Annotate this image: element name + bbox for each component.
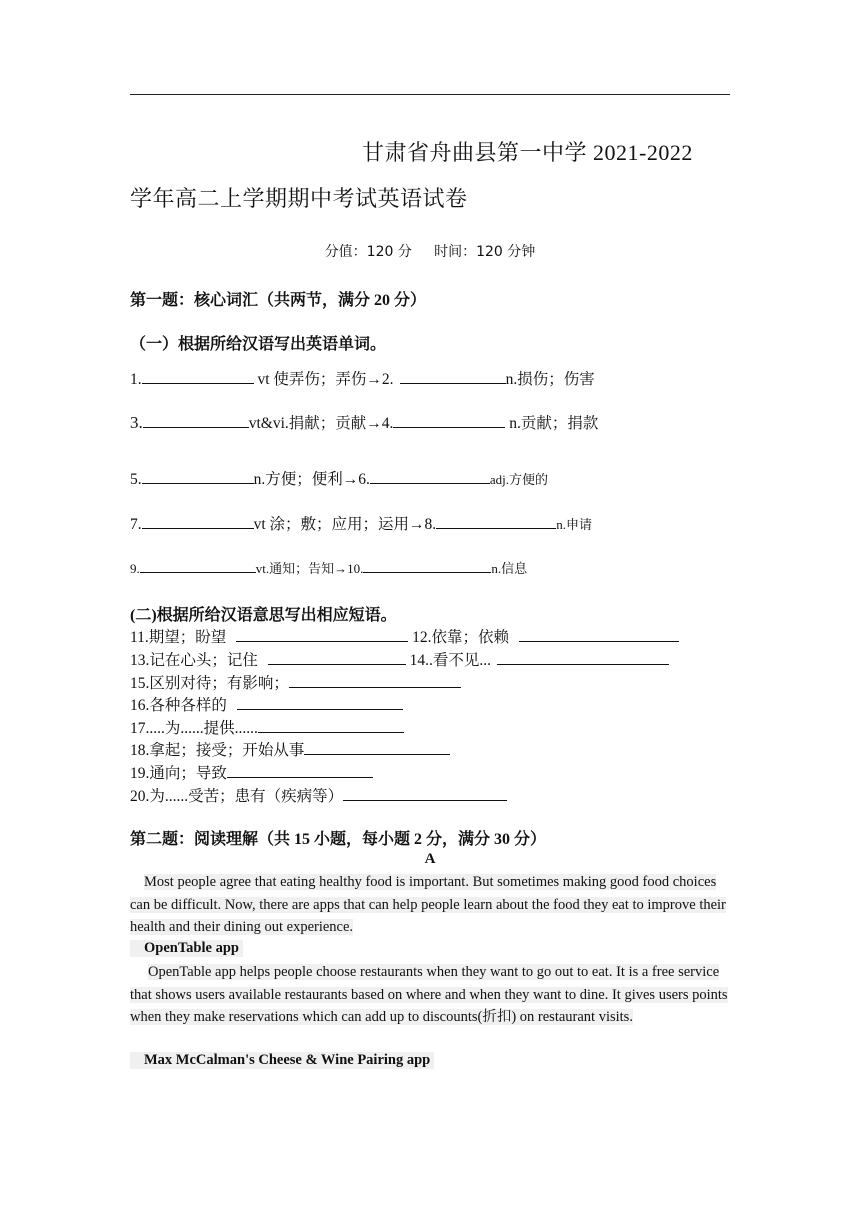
section1-heading: （一）根据所给汉语写出英语单词。: [130, 336, 387, 353]
phrase-line-16: [130, 693, 403, 715]
answer-blank[interactable]: [227, 763, 373, 778]
vocab-number: 9.: [130, 561, 140, 576]
vocab-definition: vt 涂；敷；应用；运用→8.: [253, 516, 437, 533]
vocab-definition: n.方便；便利→6.: [253, 471, 370, 488]
vocab-definition: vt.通知；告知→10.: [255, 561, 364, 576]
phrase-line-19: [130, 761, 373, 783]
passage-intro-text: Most people agree that eating healthy food is important. But sometimes making good food choices can be difficult. Now, there are apps that can help people learn about the food they eat to improve their health and their dining out experience.: [130, 874, 726, 935]
app1-title: OpenTable app: [130, 940, 243, 957]
vocab-definition: vt&vi.捐献；贡献→4.: [248, 415, 394, 432]
answer-blank[interactable]: [400, 369, 506, 384]
part2-heading: 第二题：阅读理解（共 15 小题，每小题 2 分，满分 30 分）: [130, 831, 547, 848]
phrase-prompt: 20.为......受苦；患有（疾病等）: [130, 788, 344, 805]
answer-blank[interactable]: [343, 786, 507, 801]
answer-blank[interactable]: [370, 469, 490, 484]
passage-intro: [130, 871, 735, 939]
phrase-prompt: 17.....为......提供......: [130, 720, 258, 737]
header-rule: [130, 94, 730, 95]
answer-blank[interactable]: [304, 740, 450, 755]
vocab-definition: vt 使弄伤；弄伤→2.: [253, 371, 394, 388]
phrase-prompt: 16.各种各样的: [130, 697, 231, 714]
phrase-prompt: 15.区别对待；有影响；: [130, 675, 289, 692]
answer-blank[interactable]: [393, 413, 505, 428]
title-line-2: 学年高二上学期期中考试英语试卷: [130, 186, 468, 211]
part1-heading: 第一题：核心词汇（共两节，满分 20 分）: [130, 292, 427, 309]
answer-blank[interactable]: [142, 469, 254, 484]
phrase-prompt: 18.拿起；接受；开始从事: [130, 742, 305, 759]
vocab-number: 3.: [130, 413, 143, 432]
answer-blank[interactable]: [236, 627, 408, 642]
vocab-line-5: [130, 558, 527, 577]
answer-blank[interactable]: [142, 514, 254, 529]
vocab-definition: n.申请: [556, 517, 592, 532]
vocab-definition: n.损伤；伤害: [505, 371, 595, 388]
phrase-line-17: [130, 716, 404, 738]
section2-heading: (二)根据所给汉语意思写出相应短语。: [130, 607, 397, 624]
answer-blank[interactable]: [268, 650, 406, 665]
vocab-line-1: [130, 367, 595, 389]
passage-label: A: [424, 851, 436, 867]
vocab-number: 5.: [130, 471, 142, 488]
app2-title: Max McCalman's Cheese & Wine Pairing app: [130, 1052, 434, 1069]
answer-blank[interactable]: [497, 650, 669, 665]
phrase-line-11-12: [130, 625, 679, 647]
answer-blank[interactable]: [436, 514, 556, 529]
answer-blank[interactable]: [140, 558, 256, 573]
vocab-definition: n.贡献；捐款: [505, 415, 599, 432]
answer-blank[interactable]: [289, 673, 461, 688]
answer-blank[interactable]: [258, 718, 404, 733]
vocab-number: 7.: [130, 516, 142, 533]
vocab-definition: adj.方便的: [489, 472, 549, 487]
phrase-line-20: [130, 784, 507, 806]
title-line-1: 甘肃省舟曲县第一中学 2021-2022: [362, 140, 693, 165]
vocab-number: 1.: [130, 371, 142, 388]
answer-blank[interactable]: [142, 369, 254, 384]
phrase-line-15: [130, 671, 461, 693]
app1-paragraph: [130, 961, 735, 1029]
phrase-prompt: 12.依靠；依赖: [412, 629, 513, 646]
phrase-prompt: 19.通向；导致: [130, 765, 227, 782]
phrase-line-18: [130, 738, 450, 760]
answer-blank[interactable]: [237, 695, 403, 710]
phrase-prompt: 11.期望；盼望: [130, 629, 231, 646]
answer-blank[interactable]: [519, 627, 679, 642]
app1-text: OpenTable app helps people choose restaurants when they want to go out to eat. It is a free service that shows users available restaurants based on where and when they want to dine. It gives users points when they make reservations which can add up to discounts(折扣) on restaurant visits.: [130, 964, 728, 1025]
vocab-line-3: [130, 467, 548, 489]
phrase-prompt: 14..看不见...: [409, 652, 495, 669]
phrase-line-13-14: [130, 648, 669, 670]
vocab-line-2: [130, 411, 598, 433]
score-time-info: 分值：120 分 时间：120 分钟: [324, 244, 536, 260]
vocab-line-4: [130, 512, 592, 534]
vocab-definition: n.信息: [491, 561, 528, 576]
answer-blank[interactable]: [363, 558, 491, 573]
phrase-prompt: 13.记在心头；记住: [130, 652, 262, 669]
answer-blank[interactable]: [143, 413, 249, 428]
